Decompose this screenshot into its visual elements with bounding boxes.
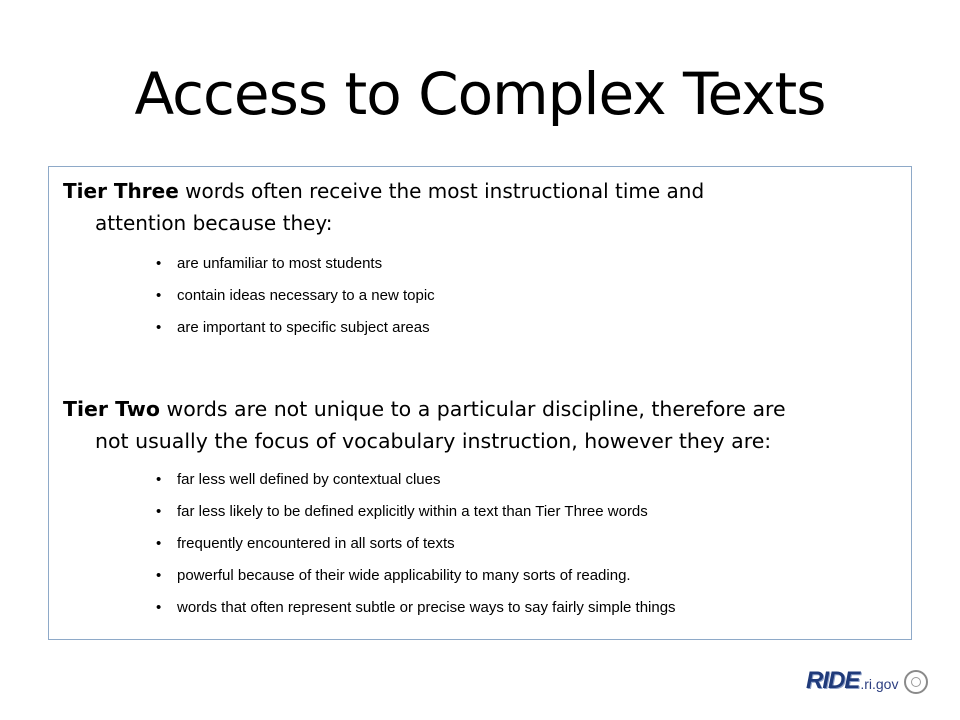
ride-logo-domain: .ri.gov — [860, 676, 899, 692]
tier-three-lead: Tier Three — [63, 179, 179, 203]
tier-two-bullet-list — [156, 468, 676, 628]
list-item: • frequently encountered in all sorts of texts — [156, 532, 676, 564]
tier-two-lead: Tier Two — [63, 397, 160, 421]
state-seal-icon — [904, 670, 928, 694]
ride-logo-brand: RIDE — [806, 667, 860, 694]
tier-two-text-line2: not usually the focus of vocabulary instruction, however they are: — [95, 429, 772, 453]
tier-three-text-line1: words often receive the most instructional time and — [178, 179, 705, 203]
content-box — [48, 166, 912, 640]
tier-two-text-line1: words are not unique to a particular discipline, therefore are — [159, 397, 786, 421]
tier-three-paragraph — [63, 175, 893, 239]
list-item: • far less well defined by contextual clues — [156, 468, 676, 500]
list-item: • are unfamiliar to most students — [156, 252, 435, 284]
tier-three-text-line2: attention because they: — [95, 211, 333, 235]
list-item: • are important to specific subject areas — [156, 316, 435, 348]
tier-two-paragraph — [63, 393, 893, 457]
list-item: • contain ideas necessary to a new topic — [156, 284, 435, 316]
list-item: • powerful because of their wide applicability to many sorts of reading. — [156, 564, 676, 596]
list-item: • far less likely to be defined explicitly within a text than Tier Three words — [156, 500, 676, 532]
slide-title: Access to Complex Texts — [134, 60, 826, 128]
ride-logo — [806, 665, 928, 695]
tier-three-bullet-list — [156, 252, 435, 348]
list-item: • words that often represent subtle or precise ways to say fairly simple things — [156, 596, 676, 628]
